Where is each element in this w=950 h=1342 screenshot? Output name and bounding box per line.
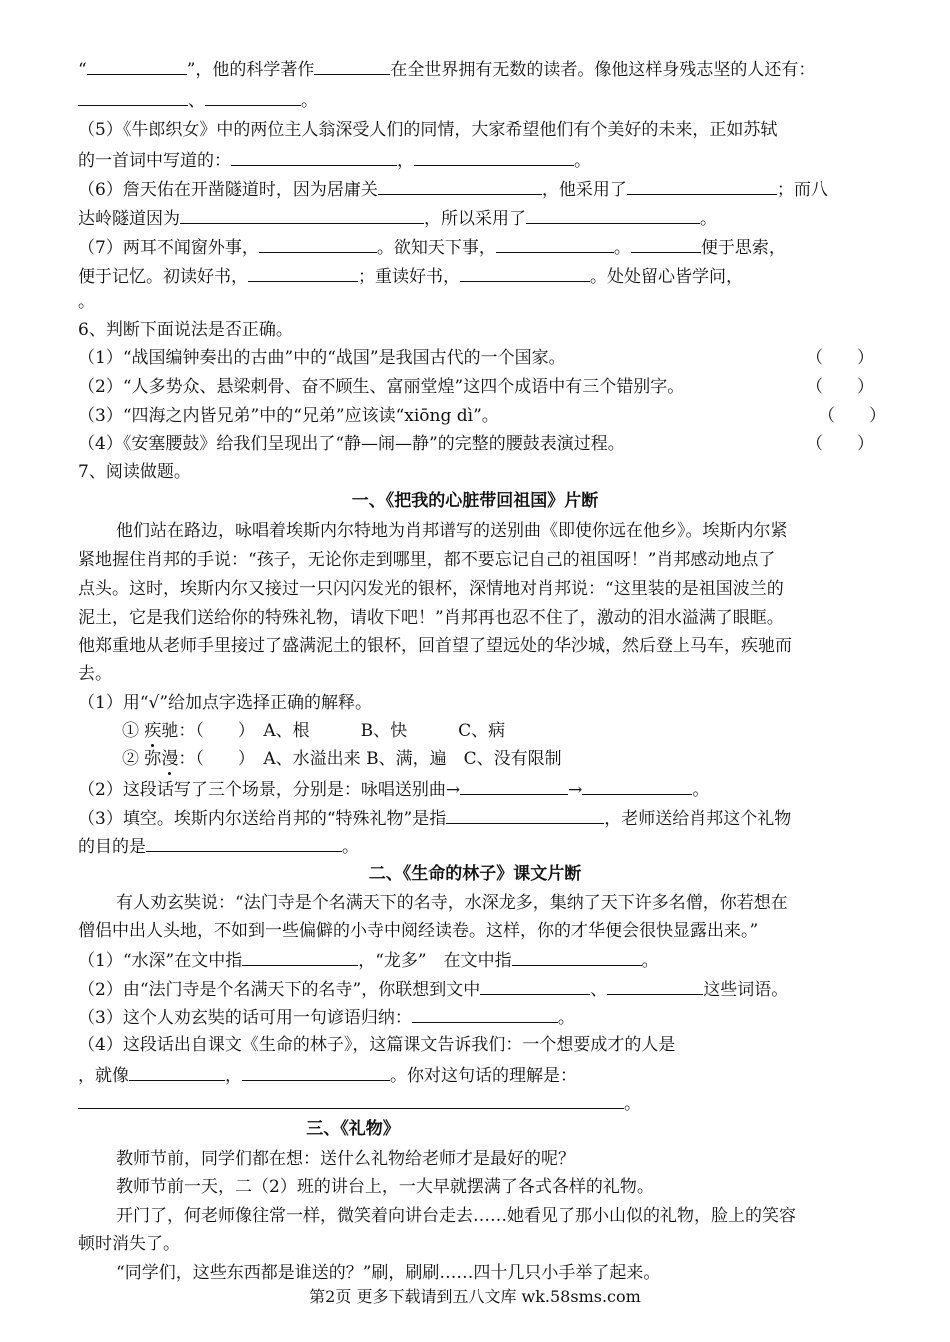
answer-blank[interactable] [242,1062,390,1081]
sec3-para-line: “同学们，这些东西都是谁送的？”刷，刷刷……四十几只小手举了起来。 [116,1263,661,1283]
answer-blank[interactable] [242,947,358,966]
section-2-title: 二、《生命的林子》课文片断 [368,864,582,884]
answer-blank[interactable] [607,976,703,995]
sec3-para-line: 顿时消失了。 [78,1234,180,1254]
sec2-q4: （4）这段话出自课文《生命的林子》，这篇课文告诉我们：一个想要成才的人是 [78,1035,676,1055]
q7-line-1: （7）两耳不闻窗外事， 。欲知天下事， 。 便于思索， [78,234,890,260]
answer-blank[interactable] [314,56,390,75]
answer-blank[interactable] [480,976,590,995]
sec2-q3: （3）这个人劝玄奘的话可用一句谚语归纳： 。 [78,1004,890,1030]
sec2-q2: （2）由“法门寺是个名满天下的名寺”，你联想到文中 、 这些词语。 [78,976,890,1002]
sec1-para-line: 点头。这时，埃斯内尔又接过一只闪闪发光的银杯，深情地对肖邦说：“这里装的是祖国波兰的 [78,579,784,599]
q4-line-1: “ ”，他的科学著作 在全世界拥有无数的读者。像他这样身残志坚的人还有： [78,56,890,82]
sec1-para-line: 泥土，它是我们送给你的特殊礼物，请收下吧！”肖邦再也忍不住了，激动的泪水溢满了眼眶。 [78,608,784,628]
judge-answer-4[interactable]: （ ） [806,434,874,454]
sec1-q3-line-2: 的目的是 。 [78,833,890,859]
q4-line-2: 、 。 [78,87,890,113]
q6-line-2: 达岭隧道因为 ，所以采用了 。 [78,205,890,231]
answer-blank[interactable] [129,1062,225,1081]
section-3-title: 三、《礼物》 [306,1119,400,1139]
sec3-para-line: 教师节前一天，二（2）班的讲台上，一大早就摆满了各式各样的礼物。 [116,1177,654,1197]
sec1-q1-option-2: ② 弥漫：（ ） A、水溢出来 B、满，遍 C、没有限制 [122,749,562,769]
judge-answer-3[interactable]: （ ） [818,406,886,426]
judge-item-1: （1）“战国编钟奏出的古曲”中的“战国”是我国古代的一个国家。 （ ） [78,348,874,368]
sec1-para-line: 去。 [78,664,112,684]
sec3-para-line: 教师节前，同学们都在想：送什么礼物给老师才是最好的呢？ [116,1149,575,1169]
answer-blank[interactable] [460,776,568,795]
answer-blank[interactable] [231,147,397,166]
answer-blank[interactable] [180,205,424,224]
q5-line-1: （5）《牛郎织女》中的两位主人翁深受人们的同情，大家希望他们有个美好的未来，正如苏轼 [78,120,778,140]
judge-item-4: （4）《安塞腰鼓》给我们呈现出了“静—闹—静”的完整的腰鼓表演过程。 （ ） [78,434,874,454]
sec2-q1: （1）“水深”在文中指 ，“龙多” 在文中指 。 [78,947,890,973]
answer-blank[interactable] [78,87,188,106]
sec1-q2: （2）这段话写了三个场景，分别是：咏唱送别曲→ → 。 [78,776,890,802]
q6-line-1: （6）詹天佑在开凿隧道时，因为居庸关 ，他采用了 ；而八 [78,176,890,202]
sec1-para-line: 紧地握住肖邦的手说：“孩子，无论你走到哪里，都不要忘记自己的祖国呀！”肖邦感动地点了 [78,550,776,570]
judge-item-3: （3）“四海之内皆兄弟”中的“兄弟”应该读“xiōng dì”。 （ ） [78,406,886,426]
sec1-q1-option-1: ① 疾驰：（ ） A、根 B、快 C、病 [122,721,506,741]
sec1-para-line: 他郑重地从老师手里接过了盛满泥土的银杯，回首望了望远处的华沙城，然后登上马车，疾驰而 [78,636,792,656]
q7-line-2: 便于记忆。初读好书， ；重读好书， 。处处留心皆学问， [78,263,890,289]
answer-blank[interactable] [496,234,614,253]
answer-blank[interactable] [582,776,692,795]
page-footer: 第2页 更多下载请到五八文库 wk.58sms.com [309,1287,641,1306]
answer-blank[interactable] [259,234,377,253]
sec2-para-line: 僧侣中出人头地，不如到一些偏僻的小寺中阅经读卷。这样，你的才华便会很快显露出来。” [78,921,759,941]
sec1-q3: （3）填空。埃斯内尔送给肖邦的“特殊礼物”是指 ，老师送给肖邦这个礼物 [78,805,890,831]
answer-blank[interactable] [526,205,700,224]
answer-blank[interactable] [631,234,701,253]
answer-blank[interactable] [412,1004,558,1023]
answer-blank[interactable] [205,87,301,106]
answer-blank[interactable] [627,176,777,195]
q5-line-2: 的一首词中写道的： ， 。 [78,147,890,173]
answer-blank[interactable] [87,56,187,75]
section-6-heading: 6、判断下面说法是否正确。 [78,320,293,340]
answer-blank[interactable] [146,833,342,852]
sec3-para-line: 开门了，何老师像往常一样，微笑着向讲台走去……她看见了那小山似的礼物，脸上的笑容 [116,1206,796,1226]
answer-blank[interactable] [378,176,542,195]
q7-line-3: 。 [78,292,95,312]
answer-blank[interactable] [460,263,590,282]
answer-blank[interactable] [512,947,642,966]
section-1-title: 一、《把我的心脏带回祖国》片断 [351,491,599,511]
sec2-q4-line-2: ，就像 ， 。你对这句话的理解是： [78,1062,890,1088]
sec2-q4-line-3: 。 [78,1090,890,1116]
judge-item-2: （2）“人多势众、悬梁刺骨、奋不顾生、富丽堂煌”这四个成语中有三个错别字。 （ ） [78,377,874,397]
judge-answer-2[interactable]: （ ） [806,377,874,397]
answer-blank[interactable] [446,805,604,824]
answer-blank[interactable] [78,1090,624,1109]
judge-answer-1[interactable]: （ ） [806,348,874,368]
sec2-para-line: 有人劝玄奘说：“法门寺是个名满天下的名寺，水深龙多，集纳了天下许多名僧，你若想在 [116,893,788,913]
section-7-heading: 7、阅读做题。 [78,462,191,482]
answer-blank[interactable] [414,147,574,166]
sec1-para-line: 他们站在路边，咏唱着埃斯内尔特地为肖邦谱写的送别曲《即使你远在他乡》。埃斯内尔紧 [116,521,788,541]
answer-blank[interactable] [248,263,358,282]
sec1-q1: （1）用“√”给加点字选择正确的解释。 [78,693,373,713]
